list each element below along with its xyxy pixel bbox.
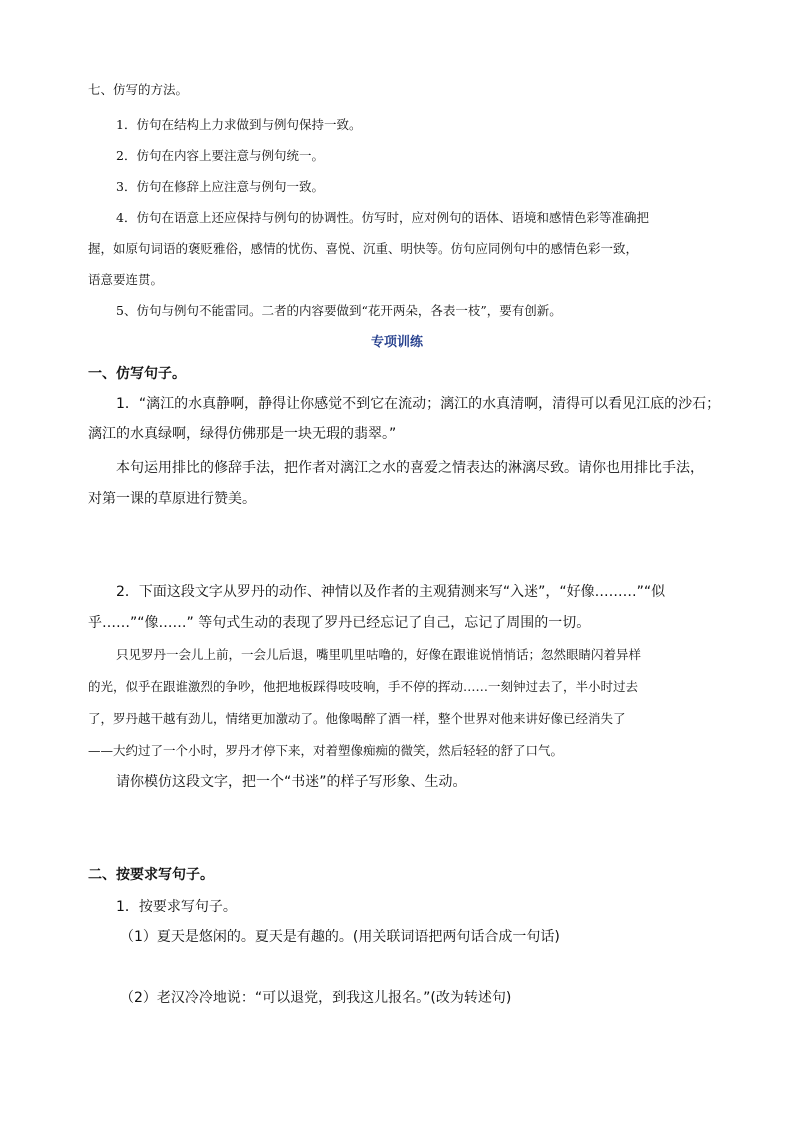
q1-task-line-2: 对第一课的草原进行赞美。 <box>88 491 256 507</box>
passage-line-1: 只见罗丹一会儿上前，一会儿后退，嘴里叽里咕噜的，好像在跟谁说悄悄话；忽然眼睛闪着异样 <box>116 647 642 662</box>
method-item-1: 1．仿句在结构上力求做到与例句保持一致。 <box>116 117 362 132</box>
part-two-sub-heading: 1．按要求写句子。 <box>116 899 237 915</box>
method-item-2: 2．仿句在内容上要注意与例句统一。 <box>116 148 324 163</box>
training-title: 专项训练 <box>370 335 423 350</box>
method-heading: 七、仿写的方法。 <box>88 82 189 97</box>
method-item-4-line-2: 握，如原句词语的褒贬雅俗，感情的忧伤、喜悦、沉重、明快等。仿句应同例句中的感情色彩一致， <box>88 241 639 256</box>
passage-line-4: ——大约过了一个小时，罗丹才停下来，对着塑像痴痴的微笑，然后轻轻的舒了口气。 <box>88 743 564 758</box>
q1-task-line-1: 本句运用排比的修辞手法，把作者对漓江之水的喜爱之情表达的淋漓尽致。请你也用排比手法， <box>116 460 704 476</box>
method-item-4-line-1: 4．仿句在语意上还应保持与例句的协调性。仿写时，应对例句的语体、语境和感情色彩等准确把 <box>116 210 649 225</box>
part-one-heading: 一、仿写句子。 <box>88 366 186 382</box>
method-item-3: 3．仿句在修辞上应注意与例句一致。 <box>116 179 324 194</box>
passage-line-3: 了，罗丹越干越有劲儿，情绪更加激动了。他像喝醉了酒一样，整个世界对他来讲好像已经消失了 <box>88 711 626 726</box>
q2-task: 请你模仿这段文字，把一个“书迷”的样子写形象、生动。 <box>116 774 467 790</box>
q1-line-2: 漓江的水真绿啊，绿得仿佛那是一块无瑕的翡翠。” <box>88 426 397 442</box>
method-item-4-line-3: 语意要连贯。 <box>88 272 164 287</box>
part-two-heading: 二、按要求写句子。 <box>88 867 214 883</box>
part-two-item-2: （2）老汉冷冷地说：“可以退党，到我这儿报名。”(改为转述句) <box>120 990 512 1006</box>
q1-line-1: 1．“漓江的水真静啊，静得让你感觉不到它在流动；漓江的水真清啊，清得可以看见江底的沙石； <box>116 396 721 412</box>
part-two-item-1: （1）夏天是悠闲的。夏天是有趣的。(用关联词语把两句话合成一句话) <box>120 929 560 945</box>
q2-line-1: 2．下面这段文字从罗丹的动作、神情以及作者的主观猜测来写“入迷”，“好像………”“似 <box>116 584 666 600</box>
method-item-5: 5、仿句与例句不能雷同。二者的内容要做到“花开两朵，各表一枝”，要有创新。 <box>116 303 562 318</box>
q2-line-2: 乎……”“像……” 等句式生动的表现了罗丹已经忘记了自己，忘记了周围的一切。 <box>88 615 591 631</box>
passage-line-2: 的光，似乎在跟谁激烈的争吵，他把地板踩得吱吱响，手不停的挥动……一刻钟过去了，半小时过去 <box>88 679 639 694</box>
